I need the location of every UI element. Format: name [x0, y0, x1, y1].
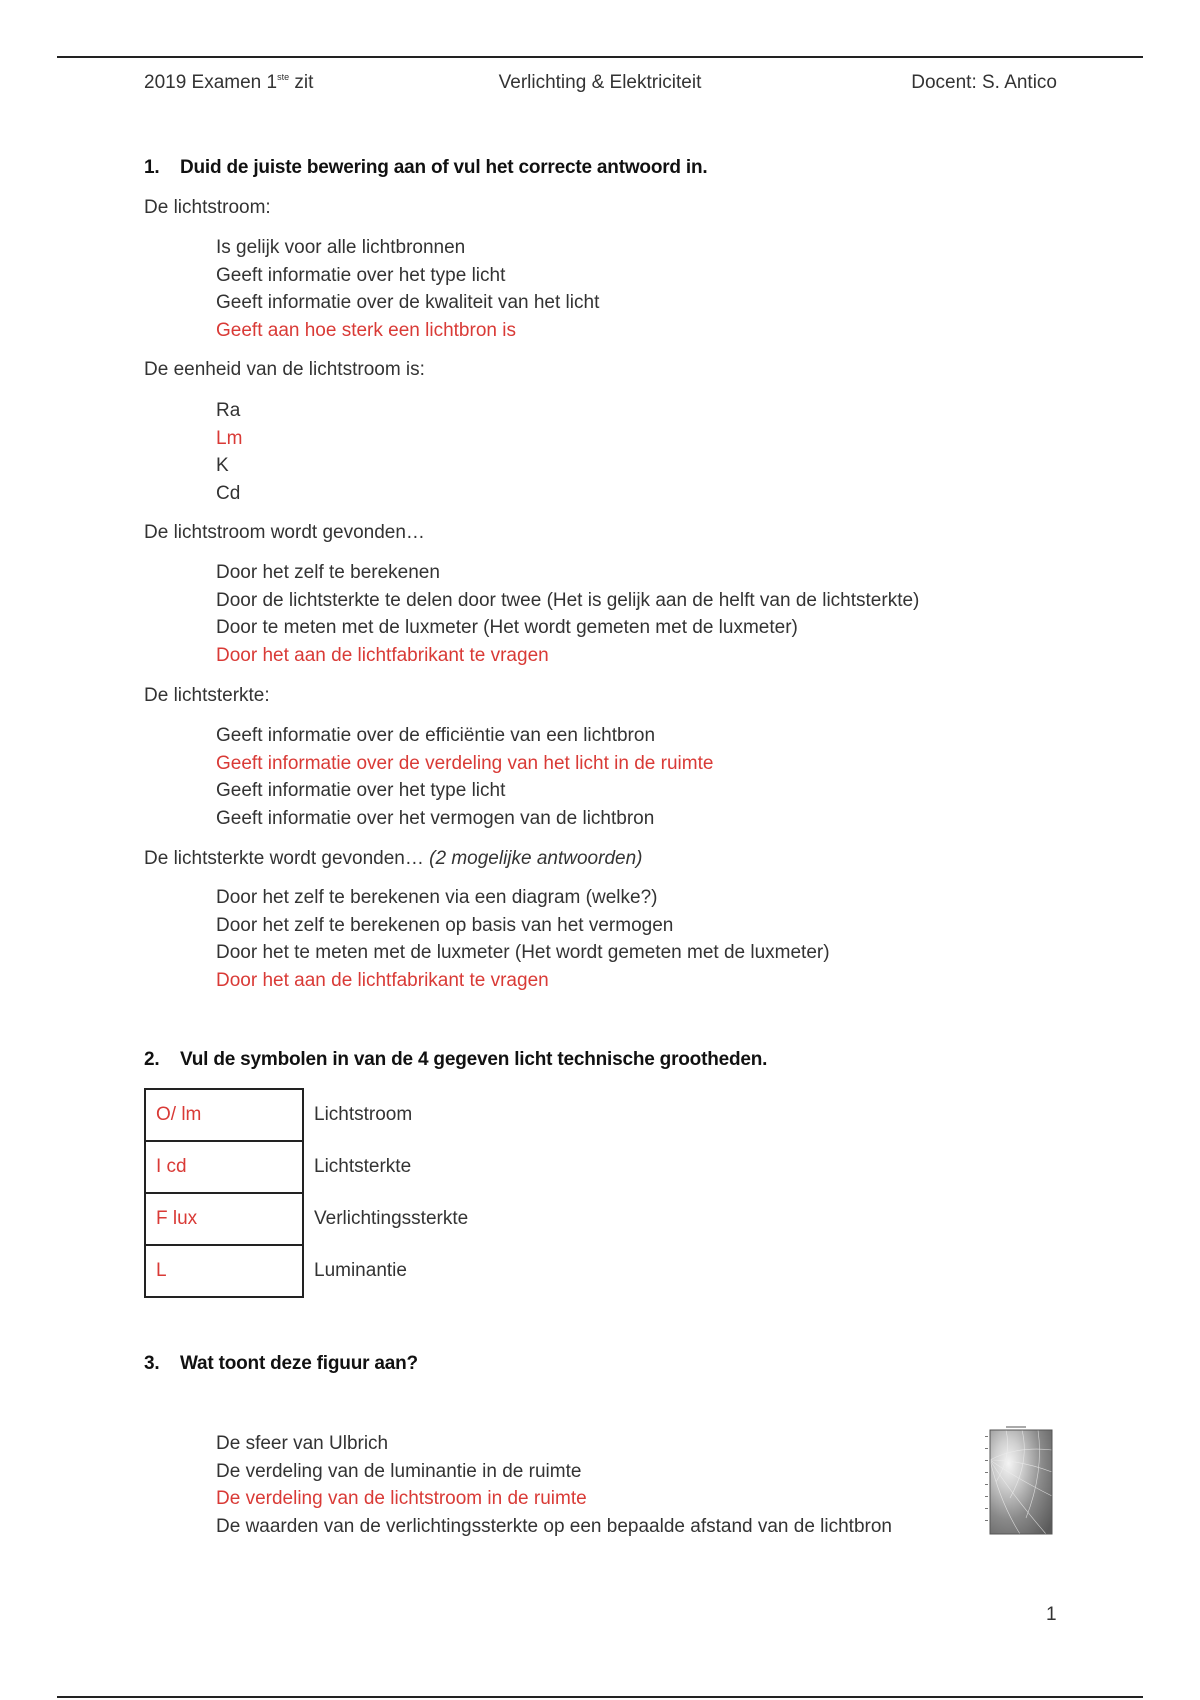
option[interactable]: Geeft informatie over de efficiëntie van een lichtbron: [216, 725, 656, 746]
option[interactable]: K: [216, 455, 229, 476]
option-correct[interactable]: Door het aan de lichtfabrikant te vragen: [216, 644, 549, 666]
quantity-name: Lichtstroom: [314, 1104, 413, 1125]
option[interactable]: Door het zelf te berekenen: [216, 562, 440, 583]
header-subject: Verlichting & Elektriciteit: [498, 72, 702, 93]
option[interactable]: Geeft informatie over de kwaliteit van het licht: [216, 292, 600, 313]
option[interactable]: Door het zelf te berekenen op basis van het vermogen: [216, 914, 674, 936]
table-row: [145, 1193, 479, 1245]
option[interactable]: Geeft informatie over het type licht: [216, 780, 506, 801]
option-correct[interactable]: Lm: [216, 427, 243, 449]
option[interactable]: Ra: [216, 400, 241, 421]
option[interactable]: Cd: [216, 482, 241, 504]
q1-part2-prompt: De eenheid van de lichtstroom is:: [144, 359, 425, 380]
option[interactable]: Geeft informatie over het vermogen van de lichtbron: [216, 807, 655, 829]
symbol-cell[interactable]: L: [145, 1245, 303, 1297]
option-correct[interactable]: Door het aan de lichtfabrikant te vragen: [216, 969, 549, 991]
option-correct[interactable]: Geeft informatie over de verdeling van het licht in de ruimte: [216, 752, 714, 774]
q1-part3-prompt: De lichtstroom wordt gevonden…: [144, 522, 425, 543]
option[interactable]: De sfeer van Ulbrich: [216, 1433, 389, 1454]
q1-part1-options: [216, 234, 599, 344]
q3-options: [216, 1430, 892, 1540]
option[interactable]: De verdeling van de luminantie in de ruimte: [216, 1460, 582, 1482]
footer-rule: [57, 1696, 1143, 1698]
header-rule: [57, 56, 1143, 58]
symbol-cell[interactable]: O/ lm: [145, 1089, 303, 1141]
prompt-note: (2 mogelijke antwoorden): [429, 848, 643, 869]
q1-part1-prompt: De lichtstroom:: [144, 197, 271, 218]
table-row: [145, 1141, 479, 1193]
table-row: [145, 1245, 479, 1297]
q1-part2-options: [216, 397, 242, 507]
page-number: 1: [1046, 1604, 1057, 1625]
symbols-table: [144, 1088, 480, 1298]
quantity-name: Verlichtingssterkte: [314, 1208, 469, 1229]
question-2-title: 2. Vul de symbolen in van de 4 gegeven licht technische grootheden.: [144, 1049, 768, 1070]
q1-part3-options: [216, 559, 919, 669]
q1-part4-prompt: De lichtsterkte:: [144, 685, 270, 706]
option[interactable]: Is gelijk voor alle lichtbronnen: [216, 237, 466, 258]
q1-part5-prompt: De lichtsterkte wordt gevonden… (2 mogelijke antwoorden): [144, 848, 643, 869]
quantity-name: Lichtsterkte: [314, 1156, 412, 1177]
option[interactable]: Door te meten met de luxmeter (Het wordt gemeten met de luxmeter): [216, 617, 798, 638]
header-exam: 2019 Examen 1ste zit: [144, 72, 314, 93]
question-3-title: 3. Wat toont deze figuur aan?: [144, 1353, 418, 1374]
symbol-cell[interactable]: F lux: [145, 1193, 303, 1245]
option[interactable]: Door de lichtsterkte te delen door twee (Het is gelijk aan de helft van de lichtsterkte): [216, 589, 920, 611]
option[interactable]: Door het te meten met de luxmeter (Het wordt gemeten met de luxmeter): [216, 942, 830, 963]
table-row: [145, 1089, 479, 1141]
luminance-diagram-figure: [976, 1426, 1056, 1538]
option[interactable]: Geeft informatie over het type licht: [216, 264, 506, 286]
option-correct[interactable]: Geeft aan hoe sterk een lichtbron is: [216, 319, 516, 341]
option[interactable]: De waarden van de verlichtingssterkte op een bepaalde afstand van de lichtbron: [216, 1515, 892, 1537]
header-teacher: Docent: S. Antico: [911, 72, 1057, 93]
question-1-title: 1. Duid de juiste bewering aan of vul het correcte antwoord in.: [144, 157, 708, 178]
quantity-name: Luminantie: [314, 1260, 407, 1281]
q1-part5-options: [216, 884, 830, 994]
symbol-cell[interactable]: I cd: [145, 1141, 303, 1193]
option-correct[interactable]: De verdeling van de lichtstroom in de ruimte: [216, 1488, 587, 1509]
q1-part4-options: [216, 722, 713, 832]
option[interactable]: Door het zelf te berekenen via een diagram (welke?): [216, 887, 658, 908]
